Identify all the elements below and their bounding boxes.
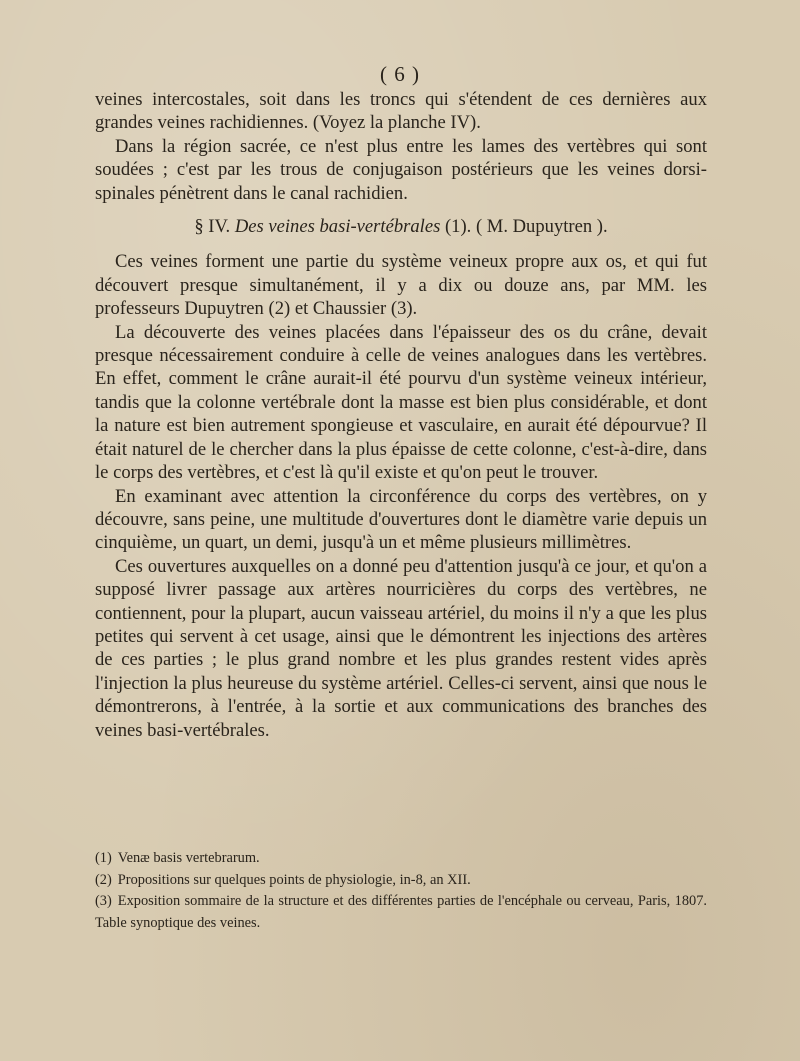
footnote-1-text: Venæ basis vertebrarum. xyxy=(117,850,260,866)
paragraph-4: La découverte des veines placées dans l'épaisseur des os du crâne, devait presque nécessairement conduire à celle de veines analogues dans les vertèbres. En effet, comment le crâne aurait-il été pourvu d'un système veineux intérieur, tandis que la colonne vertébrale dont la masse est bien plus considérable, et dont la nature est bien autrement spongieuse et vasculaire, en aurait été dépourvue? Il était naturel de le chercher dans la plus épaisse de cette colonne, c'est-à-dire, dans le corps des vertèbres, et c'est là qu'il existe et qu'on peut le trouver. xyxy=(95,321,707,484)
page-number: ( 6 ) xyxy=(380,62,420,86)
footnotes xyxy=(95,848,707,934)
paragraph-2: Dans la région sacrée, ce n'est plus entre les lames des vertèbres qui sont soudées ; c'est par les trous de conjugaison postérieurs que les veines dorsi-spinales pénètrent dans le canal rachidien. xyxy=(95,135,707,204)
footnote-1 xyxy=(95,848,707,870)
footnote-2-text: Propositions sur quelques points de physiologie, in-8, an XII. xyxy=(117,871,471,888)
footnote-3-number: (3) xyxy=(95,893,112,910)
section-heading xyxy=(95,215,707,238)
body-text xyxy=(95,88,707,742)
footnote-3 xyxy=(95,891,707,934)
footnote-3-text: Exposition sommaire de la structure et des différentes parties de l'encéphale ou cerveau, Paris, 1807. Table synoptique des veines. xyxy=(95,893,707,931)
footnote-2-number: (2) xyxy=(95,871,112,888)
section-number: § IV. xyxy=(194,216,231,238)
footnote-2 xyxy=(95,870,707,892)
paragraph-6: Ces ouvertures auxquelles on a donné peu d'attention jusqu'à ce jour, et qu'on a supposé livrer passage aux artères nourricières du corps des vertèbres, ne contiennent, pour la plupart, aucun vaisseau artériel, du moins il n'y a que les plus petites qui servent à cet usage, ainsi que le démontrent les injections des artères de ces parties ; le plus grand nombre et les plus grandes restent vides après l'injection la plus heureuse du système artériel. Celles-ci servent, ainsi que nous le démontrerons, à l'entrée, à la sortie et aux communications des branches des veines basi-vertébrales. xyxy=(95,555,707,741)
footnote-1-number: (1) xyxy=(95,850,112,866)
paragraph-1: veines intercostales, soit dans les troncs qui s'étendent de ces dernières aux grandes veines rachidiennes. (Voyez la planche IV). xyxy=(95,89,707,134)
section-attribution: (1). ( M. Dupuytren ). xyxy=(444,216,608,238)
paragraph-5: En examinant avec attention la circonférence du corps des vertèbres, on y découvre, sans peine, une multitude d'ouvertures dont le diamètre varie depuis un cinquième, un quart, un demi, jusqu'à un et même plusieurs millimètres. xyxy=(95,485,707,554)
paragraph-3: Ces veines forment une partie du système veineux propre aux os, et qui fut découvert presque simultanément, il y a dix ou douze ans, par MM. les professeurs Dupuytren (2) et Chaussier (3). xyxy=(95,251,707,320)
section-title: Des veines basi-vertébrales xyxy=(234,216,441,238)
